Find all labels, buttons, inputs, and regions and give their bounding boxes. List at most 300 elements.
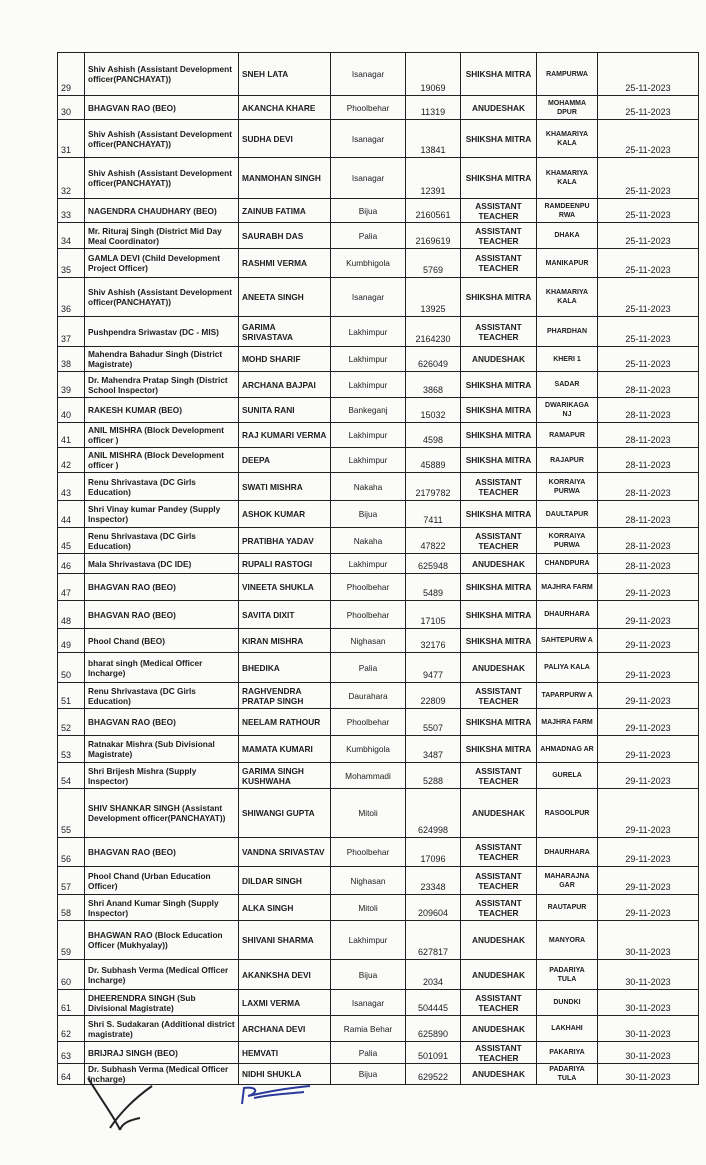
school-cell: MANYORA — [537, 921, 598, 960]
date-cell: 30-11-2023 — [598, 1064, 699, 1085]
name-cell: RAJ KUMARI VERMA — [239, 423, 331, 448]
officer-cell: BHAGVAN RAO (BEO) — [85, 574, 239, 601]
name-cell: ALKA SINGH — [239, 895, 331, 921]
row-number: 48 — [58, 601, 85, 629]
block-cell: Palia — [331, 1042, 406, 1064]
post-cell: ASSISTANT TEACHER — [461, 249, 537, 278]
school-cell: PADARIYA TULA — [537, 960, 598, 990]
code-cell: 5288 — [406, 763, 461, 789]
post-cell: SHIKSHA MITRA — [461, 423, 537, 448]
post-cell: ASSISTANT TEACHER — [461, 528, 537, 554]
post-cell: SHIKSHA MITRA — [461, 158, 537, 199]
school-cell: MAJHRA FARM — [537, 709, 598, 736]
block-cell: Mitoli — [331, 789, 406, 838]
officer-cell: ANIL MISHRA (Block Development officer ) — [85, 448, 239, 473]
block-cell: Kumbhigola — [331, 736, 406, 763]
code-cell: 4598 — [406, 423, 461, 448]
code-cell: 2160561 — [406, 199, 461, 223]
post-cell: ASSISTANT TEACHER — [461, 683, 537, 709]
school-cell: KHERI 1 — [537, 347, 598, 372]
officer-cell: Renu Shrivastava (DC Girls Education) — [85, 683, 239, 709]
name-cell: VANDNA SRIVASTAV — [239, 838, 331, 867]
post-cell: ANUDESHAK — [461, 653, 537, 683]
table-row — [58, 398, 699, 423]
post-cell: SHIKSHA MITRA — [461, 53, 537, 96]
officer-cell: BHAGVAN RAO (BEO) — [85, 601, 239, 629]
name-cell: AKANCHA KHARE — [239, 96, 331, 120]
school-cell: RASOOLPUR — [537, 789, 598, 838]
row-number: 55 — [58, 789, 85, 838]
table-row — [58, 763, 699, 789]
block-cell: Phoolbehar — [331, 601, 406, 629]
row-number: 41 — [58, 423, 85, 448]
name-cell: KIRAN MISHRA — [239, 629, 331, 653]
date-cell: 25-11-2023 — [598, 53, 699, 96]
date-cell: 25-11-2023 — [598, 278, 699, 317]
date-cell: 25-11-2023 — [598, 199, 699, 223]
school-cell: KORRAIYA PURWA — [537, 473, 598, 501]
name-cell: SUDHA DEVI — [239, 120, 331, 158]
date-cell: 28-11-2023 — [598, 372, 699, 398]
name-cell: RAGHVENDRA PRATAP SINGH — [239, 683, 331, 709]
date-cell: 29-11-2023 — [598, 789, 699, 838]
block-cell: Lakhimpur — [331, 448, 406, 473]
officer-cell: SHIV SHANKAR SINGH (Assistant Development officer(PANCHAYAT)) — [85, 789, 239, 838]
officer-cell: NAGENDRA CHAUDHARY (BEO) — [85, 199, 239, 223]
block-cell: Bijua — [331, 960, 406, 990]
block-cell: Bijua — [331, 199, 406, 223]
code-cell: 22809 — [406, 683, 461, 709]
officer-cell: BHAGVAN RAO (BEO) — [85, 838, 239, 867]
date-cell: 29-11-2023 — [598, 867, 699, 895]
row-number: 44 — [58, 501, 85, 528]
row-number: 59 — [58, 921, 85, 960]
officer-cell: Shri Anand Kumar Singh (Supply Inspector) — [85, 895, 239, 921]
school-cell: MANIKAPUR — [537, 249, 598, 278]
block-cell: Nakaha — [331, 528, 406, 554]
name-cell: VINEETA SHUKLA — [239, 574, 331, 601]
row-number: 52 — [58, 709, 85, 736]
code-cell: 7411 — [406, 501, 461, 528]
table-row — [58, 709, 699, 736]
name-cell: DEEPA — [239, 448, 331, 473]
date-cell: 30-11-2023 — [598, 990, 699, 1016]
school-cell: LAKHAHI — [537, 1016, 598, 1042]
block-cell: Mitoli — [331, 895, 406, 921]
post-cell: ANUDESHAK — [461, 960, 537, 990]
date-cell: 25-11-2023 — [598, 347, 699, 372]
name-cell: ZAINUB FATIMA — [239, 199, 331, 223]
school-cell: DUNDKI — [537, 990, 598, 1016]
officer-cell: DHEERENDRA SINGH (Sub Divisional Magistrate) — [85, 990, 239, 1016]
officer-cell: Pushpendra Sriwastav (DC - MIS) — [85, 317, 239, 347]
block-cell: Lakhimpur — [331, 347, 406, 372]
date-cell: 29-11-2023 — [598, 683, 699, 709]
date-cell: 25-11-2023 — [598, 223, 699, 249]
post-cell: ANUDESHAK — [461, 789, 537, 838]
code-cell: 3868 — [406, 372, 461, 398]
table-row — [58, 990, 699, 1016]
row-number: 39 — [58, 372, 85, 398]
table-row — [58, 895, 699, 921]
date-cell: 29-11-2023 — [598, 895, 699, 921]
code-cell: 32176 — [406, 629, 461, 653]
date-cell: 30-11-2023 — [598, 960, 699, 990]
post-cell: SHIKSHA MITRA — [461, 398, 537, 423]
date-cell: 29-11-2023 — [598, 574, 699, 601]
name-cell: SAURABH DAS — [239, 223, 331, 249]
name-cell: MOHD SHARIF — [239, 347, 331, 372]
table-row — [58, 574, 699, 601]
date-cell: 25-11-2023 — [598, 96, 699, 120]
name-cell: NIDHI SHUKLA — [239, 1064, 331, 1085]
block-cell: Phoolbehar — [331, 574, 406, 601]
date-cell: 30-11-2023 — [598, 921, 699, 960]
row-number: 42 — [58, 448, 85, 473]
post-cell: SHIKSHA MITRA — [461, 120, 537, 158]
post-cell: ASSISTANT TEACHER — [461, 1042, 537, 1064]
school-cell: TAPARPURW A — [537, 683, 598, 709]
date-cell: 25-11-2023 — [598, 317, 699, 347]
code-cell: 629522 — [406, 1064, 461, 1085]
row-number: 53 — [58, 736, 85, 763]
block-cell: Lakhimpur — [331, 554, 406, 574]
officer-cell: Mr. Rituraj Singh (District Mid Day Meal Coordinator) — [85, 223, 239, 249]
officer-cell: Ratnakar Mishra (Sub Divisional Magistrate) — [85, 736, 239, 763]
post-cell: ASSISTANT TEACHER — [461, 895, 537, 921]
code-cell: 2169619 — [406, 223, 461, 249]
block-cell: Ramia Behar — [331, 1016, 406, 1042]
name-cell: SWATI MISHRA — [239, 473, 331, 501]
row-number: 61 — [58, 990, 85, 1016]
date-cell: 29-11-2023 — [598, 763, 699, 789]
officer-cell: BHAGVAN RAO (BEO) — [85, 709, 239, 736]
post-cell: ASSISTANT TEACHER — [461, 199, 537, 223]
officer-cell: Renu Shrivastava (DC Girls Education) — [85, 528, 239, 554]
code-cell: 2179782 — [406, 473, 461, 501]
officer-cell: Shiv Ashish (Assistant Development officer(PANCHAYAT)) — [85, 120, 239, 158]
officer-cell: Shri S. Sudakaran (Additional district magistrate) — [85, 1016, 239, 1042]
post-cell: ANUDESHAK — [461, 1064, 537, 1085]
table-row — [58, 372, 699, 398]
name-cell: RUPALI RASTOGI — [239, 554, 331, 574]
row-number: 47 — [58, 574, 85, 601]
school-cell: DHAURHARA — [537, 838, 598, 867]
date-cell: 29-11-2023 — [598, 838, 699, 867]
row-number: 57 — [58, 867, 85, 895]
table-row — [58, 736, 699, 763]
code-cell: 625890 — [406, 1016, 461, 1042]
post-cell: SHIKSHA MITRA — [461, 278, 537, 317]
block-cell: Phoolbehar — [331, 838, 406, 867]
row-number: 50 — [58, 653, 85, 683]
name-cell: HEMVATI — [239, 1042, 331, 1064]
school-cell: GURELA — [537, 763, 598, 789]
school-cell: PHARDHAN — [537, 317, 598, 347]
code-cell: 627817 — [406, 921, 461, 960]
row-number: 31 — [58, 120, 85, 158]
school-cell: DAULTAPUR — [537, 501, 598, 528]
block-cell: Palia — [331, 653, 406, 683]
school-cell: DHAKA — [537, 223, 598, 249]
code-cell: 17105 — [406, 601, 461, 629]
school-cell: MAJHRA FARM — [537, 574, 598, 601]
block-cell: Phoolbehar — [331, 96, 406, 120]
table-row — [58, 501, 699, 528]
officer-cell: Mala Shrivastava (DC IDE) — [85, 554, 239, 574]
table-row — [58, 921, 699, 960]
school-cell: PADARIYA TULA — [537, 1064, 598, 1085]
date-cell: 29-11-2023 — [598, 601, 699, 629]
code-cell: 5769 — [406, 249, 461, 278]
name-cell: DILDAR SINGH — [239, 867, 331, 895]
name-cell: BHEDIKA — [239, 653, 331, 683]
table-row — [58, 423, 699, 448]
officer-cell: Dr. Subhash Verma (Medical Officer Incharge) — [85, 960, 239, 990]
officer-cell: Shri Brijesh Mishra (Supply Inspector) — [85, 763, 239, 789]
post-cell: SHIKSHA MITRA — [461, 574, 537, 601]
table-row — [58, 223, 699, 249]
name-cell: GARIMA SINGH KUSHWAHA — [239, 763, 331, 789]
code-cell: 11319 — [406, 96, 461, 120]
signature-2 — [236, 1082, 316, 1112]
officer-cell: Shiv Ashish (Assistant Development officer(PANCHAYAT)) — [85, 158, 239, 199]
date-cell: 30-11-2023 — [598, 1016, 699, 1042]
school-cell: CHANDPURA — [537, 554, 598, 574]
school-cell: RAMAPUR — [537, 423, 598, 448]
row-number: 58 — [58, 895, 85, 921]
name-cell: SHIWANGI GUPTA — [239, 789, 331, 838]
school-cell: MOHAMMA DPUR — [537, 96, 598, 120]
block-cell: Nakaha — [331, 473, 406, 501]
name-cell: LAXMI VERMA — [239, 990, 331, 1016]
officer-cell: BHAGWAN RAO (Block Education Officer (Mukhyalay)) — [85, 921, 239, 960]
officer-cell: Phool Chand (Urban Education Officer) — [85, 867, 239, 895]
code-cell: 19069 — [406, 53, 461, 96]
code-cell: 625948 — [406, 554, 461, 574]
table-row — [58, 867, 699, 895]
name-cell: ANEETA SINGH — [239, 278, 331, 317]
date-cell: 29-11-2023 — [598, 736, 699, 763]
block-cell: Nighasan — [331, 867, 406, 895]
code-cell: 501091 — [406, 1042, 461, 1064]
code-cell: 23348 — [406, 867, 461, 895]
code-cell: 5507 — [406, 709, 461, 736]
name-cell: MANMOHAN SINGH — [239, 158, 331, 199]
table-row — [58, 789, 699, 838]
table-row — [58, 528, 699, 554]
date-cell: 28-11-2023 — [598, 528, 699, 554]
table-row — [58, 120, 699, 158]
table-row — [58, 317, 699, 347]
name-cell: NEELAM RATHOUR — [239, 709, 331, 736]
block-cell: Bijua — [331, 1064, 406, 1085]
code-cell: 3487 — [406, 736, 461, 763]
post-cell: ANUDESHAK — [461, 1016, 537, 1042]
name-cell: RASHMI VERMA — [239, 249, 331, 278]
block-cell: Bijua — [331, 501, 406, 528]
name-cell: GARIMA SRIVASTAVA — [239, 317, 331, 347]
code-cell: 5489 — [406, 574, 461, 601]
table-row — [58, 448, 699, 473]
block-cell: Phoolbehar — [331, 709, 406, 736]
school-cell: RAUTAPUR — [537, 895, 598, 921]
table-row — [58, 838, 699, 867]
code-cell: 45889 — [406, 448, 461, 473]
row-number: 51 — [58, 683, 85, 709]
name-cell: ASHOK KUMAR — [239, 501, 331, 528]
block-cell: Lakhimpur — [331, 423, 406, 448]
table-row — [58, 96, 699, 120]
officer-cell: Shiv Ashish (Assistant Development officer(PANCHAYAT)) — [85, 278, 239, 317]
post-cell: SHIKSHA MITRA — [461, 501, 537, 528]
date-cell: 28-11-2023 — [598, 448, 699, 473]
code-cell: 2164230 — [406, 317, 461, 347]
code-cell: 624998 — [406, 789, 461, 838]
row-number: 32 — [58, 158, 85, 199]
post-cell: ASSISTANT TEACHER — [461, 990, 537, 1016]
code-cell: 9477 — [406, 653, 461, 683]
name-cell: MAMATA KUMARI — [239, 736, 331, 763]
officer-cell: Dr. Subhash Verma (Medical Officer Incharge) — [85, 1064, 239, 1085]
officer-cell: BHAGVAN RAO (BEO) — [85, 96, 239, 120]
post-cell: SHIKSHA MITRA — [461, 372, 537, 398]
school-cell: DWARIKAGA NJ — [537, 398, 598, 423]
code-cell: 2034 — [406, 960, 461, 990]
table-row — [58, 347, 699, 372]
officer-cell: bharat singh (Medical Officer Incharge) — [85, 653, 239, 683]
school-cell: AHMADNAG AR — [537, 736, 598, 763]
table-row — [58, 601, 699, 629]
row-number: 34 — [58, 223, 85, 249]
name-cell: ARCHANA BAJPAI — [239, 372, 331, 398]
table-row — [58, 199, 699, 223]
row-number: 38 — [58, 347, 85, 372]
officer-cell: Shiv Ashish (Assistant Development officer(PANCHAYAT)) — [85, 53, 239, 96]
block-cell: Lakhimpur — [331, 317, 406, 347]
row-number: 45 — [58, 528, 85, 554]
table-row — [58, 653, 699, 683]
row-number: 63 — [58, 1042, 85, 1064]
block-cell: Isanagar — [331, 120, 406, 158]
code-cell: 47822 — [406, 528, 461, 554]
school-cell: RAJAPUR — [537, 448, 598, 473]
row-number: 46 — [58, 554, 85, 574]
block-cell: Isanagar — [331, 278, 406, 317]
row-number: 30 — [58, 96, 85, 120]
school-cell: KORRAIYA PURWA — [537, 528, 598, 554]
table-row — [58, 249, 699, 278]
row-number: 36 — [58, 278, 85, 317]
row-number: 29 — [58, 53, 85, 96]
table-row — [58, 473, 699, 501]
code-cell: 209604 — [406, 895, 461, 921]
row-number: 35 — [58, 249, 85, 278]
post-cell: SHIKSHA MITRA — [461, 709, 537, 736]
table-row — [58, 683, 699, 709]
school-cell: KHAMARIYA KALA — [537, 158, 598, 199]
assignment-table — [57, 52, 699, 1085]
name-cell: ARCHANA DEVI — [239, 1016, 331, 1042]
officer-cell: BRIJRAJ SINGH (BEO) — [85, 1042, 239, 1064]
date-cell: 29-11-2023 — [598, 629, 699, 653]
school-cell: DHAURHARA — [537, 601, 598, 629]
table-row — [58, 1042, 699, 1064]
school-cell: PALIYA KALA — [537, 653, 598, 683]
row-number: 43 — [58, 473, 85, 501]
table-row — [58, 1016, 699, 1042]
school-cell: MAHARAJNA GAR — [537, 867, 598, 895]
date-cell: 25-11-2023 — [598, 249, 699, 278]
post-cell: ASSISTANT TEACHER — [461, 223, 537, 249]
officer-cell: GAMLA DEVI (Child Development Project Officer) — [85, 249, 239, 278]
block-cell: Palia — [331, 223, 406, 249]
name-cell: SNEH LATA — [239, 53, 331, 96]
officer-cell: Phool Chand (BEO) — [85, 629, 239, 653]
post-cell: ASSISTANT TEACHER — [461, 763, 537, 789]
date-cell: 30-11-2023 — [598, 1042, 699, 1064]
code-cell: 12391 — [406, 158, 461, 199]
row-number: 64 — [58, 1064, 85, 1085]
row-number: 54 — [58, 763, 85, 789]
name-cell: SUNITA RANI — [239, 398, 331, 423]
post-cell: SHIKSHA MITRA — [461, 629, 537, 653]
table-row — [58, 960, 699, 990]
date-cell: 29-11-2023 — [598, 653, 699, 683]
school-cell: KHAMARIYA KALA — [537, 278, 598, 317]
school-cell: SADAR — [537, 372, 598, 398]
block-cell: Kumbhigola — [331, 249, 406, 278]
post-cell: ANUDESHAK — [461, 96, 537, 120]
date-cell: 28-11-2023 — [598, 473, 699, 501]
post-cell: ASSISTANT TEACHER — [461, 473, 537, 501]
school-cell: SAHTEPURW A — [537, 629, 598, 653]
block-cell: Isanagar — [331, 53, 406, 96]
school-cell: PAKARIYA — [537, 1042, 598, 1064]
row-number: 60 — [58, 960, 85, 990]
code-cell: 13925 — [406, 278, 461, 317]
name-cell: PRATIBHA YADAV — [239, 528, 331, 554]
block-cell: Isanagar — [331, 990, 406, 1016]
post-cell: ANUDESHAK — [461, 347, 537, 372]
post-cell: ASSISTANT TEACHER — [461, 838, 537, 867]
block-cell: Bankeganj — [331, 398, 406, 423]
date-cell: 28-11-2023 — [598, 423, 699, 448]
officer-cell: ANIL MISHRA (Block Development officer ) — [85, 423, 239, 448]
block-cell: Isanagar — [331, 158, 406, 199]
row-number: 49 — [58, 629, 85, 653]
row-number: 33 — [58, 199, 85, 223]
table-row — [58, 158, 699, 199]
code-cell: 626049 — [406, 347, 461, 372]
officer-cell: Dr. Mahendra Pratap Singh (District School Inspector) — [85, 372, 239, 398]
officer-cell: Mahendra Bahadur Singh (District Magistrate) — [85, 347, 239, 372]
officer-cell: RAKESH KUMAR (BEO) — [85, 398, 239, 423]
block-cell: Lakhimpur — [331, 921, 406, 960]
post-cell: SHIKSHA MITRA — [461, 736, 537, 763]
post-cell: SHIKSHA MITRA — [461, 601, 537, 629]
name-cell: SAVITA DIXIT — [239, 601, 331, 629]
table-row — [58, 554, 699, 574]
post-cell: SHIKSHA MITRA — [461, 448, 537, 473]
code-cell: 504445 — [406, 990, 461, 1016]
officer-cell: Shri Vinay kumar Pandey (Supply Inspector) — [85, 501, 239, 528]
post-cell: ANUDESHAK — [461, 921, 537, 960]
table-body — [58, 53, 699, 1085]
block-cell: Daurahara — [331, 683, 406, 709]
date-cell: 28-11-2023 — [598, 554, 699, 574]
block-cell: Mohammadi — [331, 763, 406, 789]
